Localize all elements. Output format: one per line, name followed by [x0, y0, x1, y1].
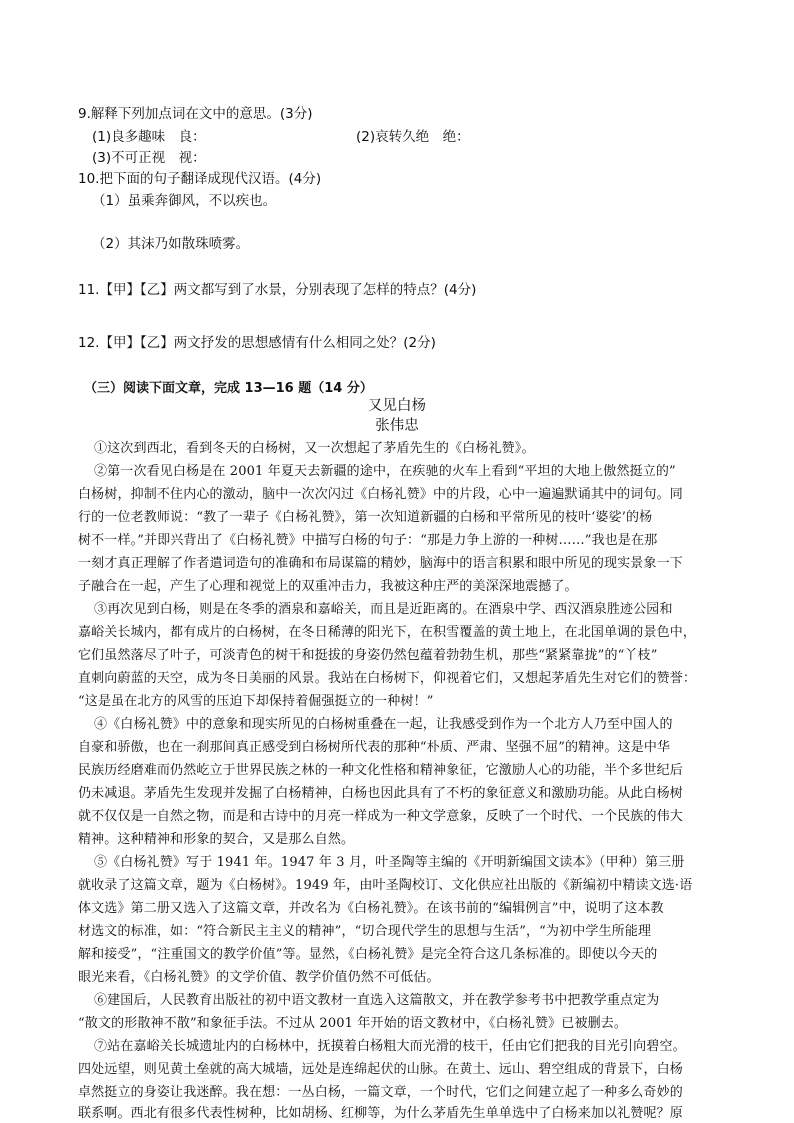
paragraph-2-line: ②第一次看见白杨是在 2001 年夏天去新疆的途中，在疾驰的火车上看到“平坦的大地上傲然挺立的”	[94, 464, 676, 479]
paragraph-3-line: 它们虽然落尽了叶子，可淡青色的树干和挺拔的身姿仍然包蕴着勃勃生机，那些“紧紧靠拢”的“丫枝”	[78, 648, 658, 663]
paragraph-6-line: ⑥建国后，人民教育出版社的初中语文教材一直选入这篇散文，并在教学参考书中把教学重点定为	[94, 993, 660, 1008]
paragraph-3-line: 嘉峪关长城内，都有成片的白杨树，在冬日稀薄的阳光下，在积雪覆盖的黄土地上，在北国单调的景色中，	[78, 625, 697, 640]
paragraph-5-line: 材选文的标准，如：“符合新民主主义的精神”，“切合现代学生的思想与生活”，“为初中学生所能理	[78, 924, 652, 939]
paragraph-3-line: “这是虽在北方的风雪的压迫下却保持着倔强挺立的一种树！”	[78, 694, 434, 709]
paragraph-7-line: 联系啊。西北有很多代表性树种，比如胡杨、红柳等，为什么茅盾先生单单选中了白杨来加以礼赞呢？原	[78, 1106, 683, 1121]
paragraph-4-line: 就不仅仅是一自然之物，而是和古诗中的月亮一样成为一种文学意象，反映了一个时代、一个民族的伟大	[78, 809, 683, 824]
paragraph-2-line: 白杨树，抑制不住内心的激动，脑中一次次闪过《白杨礼赞》中的片段，心中一遍遍默诵其中的词句。同	[78, 487, 683, 502]
paragraph-7-line: 卓然挺立的身姿让我迷醉。我在想：一丛白杨，一篇文章，一个时代，它们之间建立起了一种多么奇妙的	[78, 1085, 683, 1100]
paragraph-5-line: 眼光来看，《白杨礼赞》的文学价值、教学价值仍然不可低估。	[78, 970, 440, 985]
question-10-title: 10.把下面的句子翻译成现代汉语。(4分)	[78, 171, 322, 187]
paragraph-2-line: 树不一样。”并即兴背出了《白杨礼赞》中描写白杨的句子：“那是力争上游的一种树……”我也是在那	[78, 533, 658, 548]
paragraph-3-line: ③再次见到白杨，则是在冬季的酒泉和嘉峪关，而且是近距离的。在酒泉中学、西汉酒泉胜迹公园和	[94, 602, 673, 617]
paragraph-4-line: 自豪和骄傲，也在一刹那间真正感受到白杨树所代表的那种“朴质、严肃、坚强不屈”的精神。这是中华	[78, 740, 671, 755]
question-9-item-1: (1)良多趣味 良：	[92, 129, 206, 145]
question-10-item-2: （2）其沫乃如散珠喷雾。	[92, 236, 250, 252]
paragraph-5-line: 就收录了这篇文章，题为《白杨树》。1949 年，由叶圣陶校订、文化供应社出版的《新编初中精读文选·语	[78, 878, 693, 893]
question-9-item-3: (3)不可正视 视：	[92, 150, 206, 166]
paragraph-5-line: ⑤《白杨礼赞》写于 1941 年。1947 年 3 月，叶圣陶等主编的《开明新编国文读本》（甲种）第三册	[94, 855, 685, 870]
question-11: 11.【甲】【乙】两文都写到了水景，分别表现了怎样的特点？(4分)	[78, 282, 477, 298]
paragraph-2-line: 行的一位老教师说：“教了一辈子《白杨礼赞》，第一次知道新疆的白杨和平常所见的枝叶‘婆娑’的杨	[78, 510, 653, 525]
question-9-item-2: (2)哀转久绝 绝：	[356, 129, 470, 145]
question-12: 12.【甲】【乙】两文抒发的思想感情有什么相同之处？(2分)	[78, 335, 436, 351]
question-10-item-1: （1）虽乘奔御风，不以疾也。	[92, 193, 277, 209]
paragraph-4-line: 仍未减退。茅盾先生发现并发掘了白杨精神，白杨也因此具有了不朽的象征意义和激励功能。从此白杨树	[78, 786, 683, 801]
paragraph-5-line: 解和接受”，“注重国文的教学价值”等。显然，《白杨礼赞》是完全符合这几条标准的。即使以今天的	[78, 947, 658, 962]
paragraph-7-line: ⑦站在嘉峪关长城遗址内的白杨林中，抚摸着白杨粗大而光滑的枝干，任由它们把我的目光引向碧空。	[94, 1039, 686, 1054]
paragraph-3-line: 直刺向蔚蓝的天空，成为冬日美丽的风景。我站在白杨树下，仰视着它们，又想起茅盾先生对它们的赞誉：	[78, 671, 697, 686]
paragraph-1-line: ①这次到西北，看到冬天的白杨树，又一次想起了茅盾先生的《白杨礼赞》。	[94, 441, 535, 456]
paragraph-4-line: ④《白杨礼赞》中的意象和现实所见的白杨树重叠在一起，让我感受到作为一个北方人乃至中国人的	[94, 717, 673, 732]
paragraph-2-line: 子融合在一起，产生了心理和视觉上的双重冲击力，我被这种庄严的美深深地震撼了。	[78, 579, 578, 594]
paragraph-5-line: 体文选》第二册又选入了这篇文章，并改名为《白杨礼赞》。在该书前的“编辑例言”中，说明了这本教	[78, 901, 664, 916]
paragraph-4-line: 民族历经磨难而仍然屹立于世界民族之林的一种文化性格和精神象征，它激励人心的功能，半个多世纪后	[78, 763, 683, 778]
paragraph-4-line: 精神。这种精神和形象的契合，又是那么自然。	[78, 832, 355, 847]
paragraph-2-line: 一刻才真正理解了作者遣词造句的准确和布局谋篇的精妙，脑海中的语言积累和眼中所见的现实景象一下	[78, 556, 683, 571]
question-9-title: 9.解释下列加点词在文中的意思。(3分)	[78, 106, 313, 122]
section-heading: （三）阅读下面文章，完成 13—16 题（14 分）	[84, 381, 373, 396]
article-title: 又见白杨	[368, 398, 426, 414]
paragraph-7-line: 四处远望，则见黄土垒就的高大城墙，远处是连绵起伏的山脉。在黄土、远山、碧空组成的背景下，白杨	[78, 1062, 683, 1077]
paragraph-6-line: “散文的形散神不散”和象征手法。不过从 2001 年开始的语文教材中，《白杨礼赞》已被删去。	[78, 1016, 628, 1031]
article-author: 张伟忠	[375, 418, 419, 434]
